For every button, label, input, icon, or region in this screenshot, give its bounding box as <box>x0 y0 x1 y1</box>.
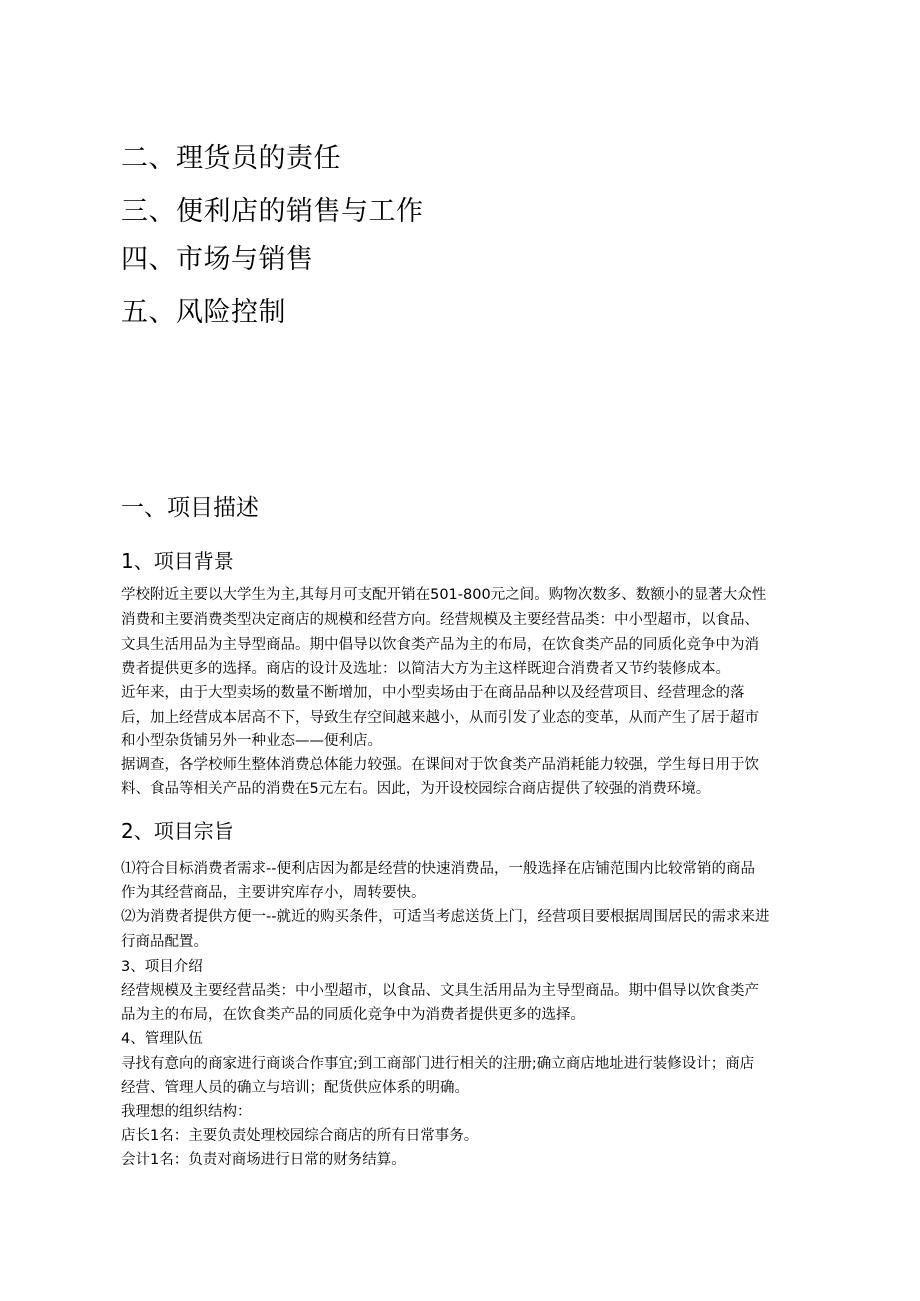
toc-item-5: 五、风险控制 <box>121 297 286 328</box>
paragraph-line: ⑴符合目标消费者需求--便利店因为都是经营的快速消费品，一般选择在店铺范围内比较常销的商品 <box>121 861 755 877</box>
toc-item-3: 三、便利店的销售与工作 <box>121 196 424 227</box>
section-title-project-description: 一、项目描述 <box>121 495 259 521</box>
paragraph-line: 会计1名：负责对商场进行日常的财务结算。 <box>121 1152 406 1168</box>
paragraph-line: 料、食品等相关产品的消费在5元左右。因此，为开设校园综合商店提供了较强的消费环境。 <box>121 781 711 797</box>
subsection-title-purpose: 2、项目宗旨 <box>121 819 234 843</box>
paragraph-line: 费者提供更多的选择。商店的设计及选址：以简洁大方为主这样既迎合消费者又节约装修成本。 <box>121 661 730 677</box>
paragraph-line: 据调查，各学校师生整体消费总体能力较强。在课间对于饮食类产品消耗能力较强，学生每日用于饮 <box>121 757 759 773</box>
subsection-title-introduction: 3、项目介绍 <box>121 959 203 975</box>
paragraph-line: 和小型杂货铺另外一种业态——便利店。 <box>121 733 382 749</box>
paragraph-line: 行商品配置。 <box>121 934 208 950</box>
paragraph-line: 作为其经营商品，主要讲究库存小，周转要快。 <box>121 885 426 901</box>
paragraph-line: 学校附近主要以大学生为主,其每月可支配开销在501-800元之间。购物次数多、数额小的显著大众性 <box>121 587 767 603</box>
toc-item-2: 二、理货员的责任 <box>121 143 341 174</box>
paragraph-line: 文具生活用品为主导型商品。期中倡导以饮食类产品为主的布局，在饮食类产品的同质化竞争中为消 <box>121 637 759 653</box>
paragraph-line: 寻找有意向的商家进行商谈合作事宜;到工商部门进行相关的注册;确立商店地址进行装修设计；商店 <box>121 1056 755 1072</box>
paragraph-line: 经营、管理人员的确立与培训；配货供应体系的明确。 <box>121 1080 469 1096</box>
subsection-title-background: 1、项目背景 <box>121 549 234 573</box>
paragraph-line: 消费和主要消费类型决定商店的规模和经营方向。经营规模及主要经营品类：中小型超市，以食品、 <box>121 612 759 628</box>
paragraph-line: 近年来，由于大型卖场的数量不断增加，中小型卖场由于在商品品种以及经营项目、经营理念的落 <box>121 685 745 701</box>
paragraph-line: 品为主的布局，在饮食类产品的同质化竞争中为消费者提供更多的选择。 <box>121 1007 585 1023</box>
paragraph-line: 经营规模及主要经营品类：中小型超市，以食品、文具生活用品为主导型商品。期中倡导以饮食类产 <box>121 983 759 999</box>
paragraph-line: 店长1名：主要负责处理校园综合商店的所有日常事务。 <box>121 1128 479 1144</box>
toc-item-4: 四、市场与销售 <box>121 244 314 275</box>
paragraph-line: 后，加上经营成本居高不下，导致生存空间越来越小，从而引发了业态的变革，从而产生了居于超市 <box>121 710 759 726</box>
subsection-title-management-team: 4、管理队伍 <box>121 1031 203 1047</box>
paragraph-line: 我理想的组织结构： <box>121 1104 252 1120</box>
paragraph-line: ⑵为消费者提供方便一--就近的购买条件，可适当考虑送货上门，经营项目要根据周围居民的需求来进 <box>121 909 770 925</box>
